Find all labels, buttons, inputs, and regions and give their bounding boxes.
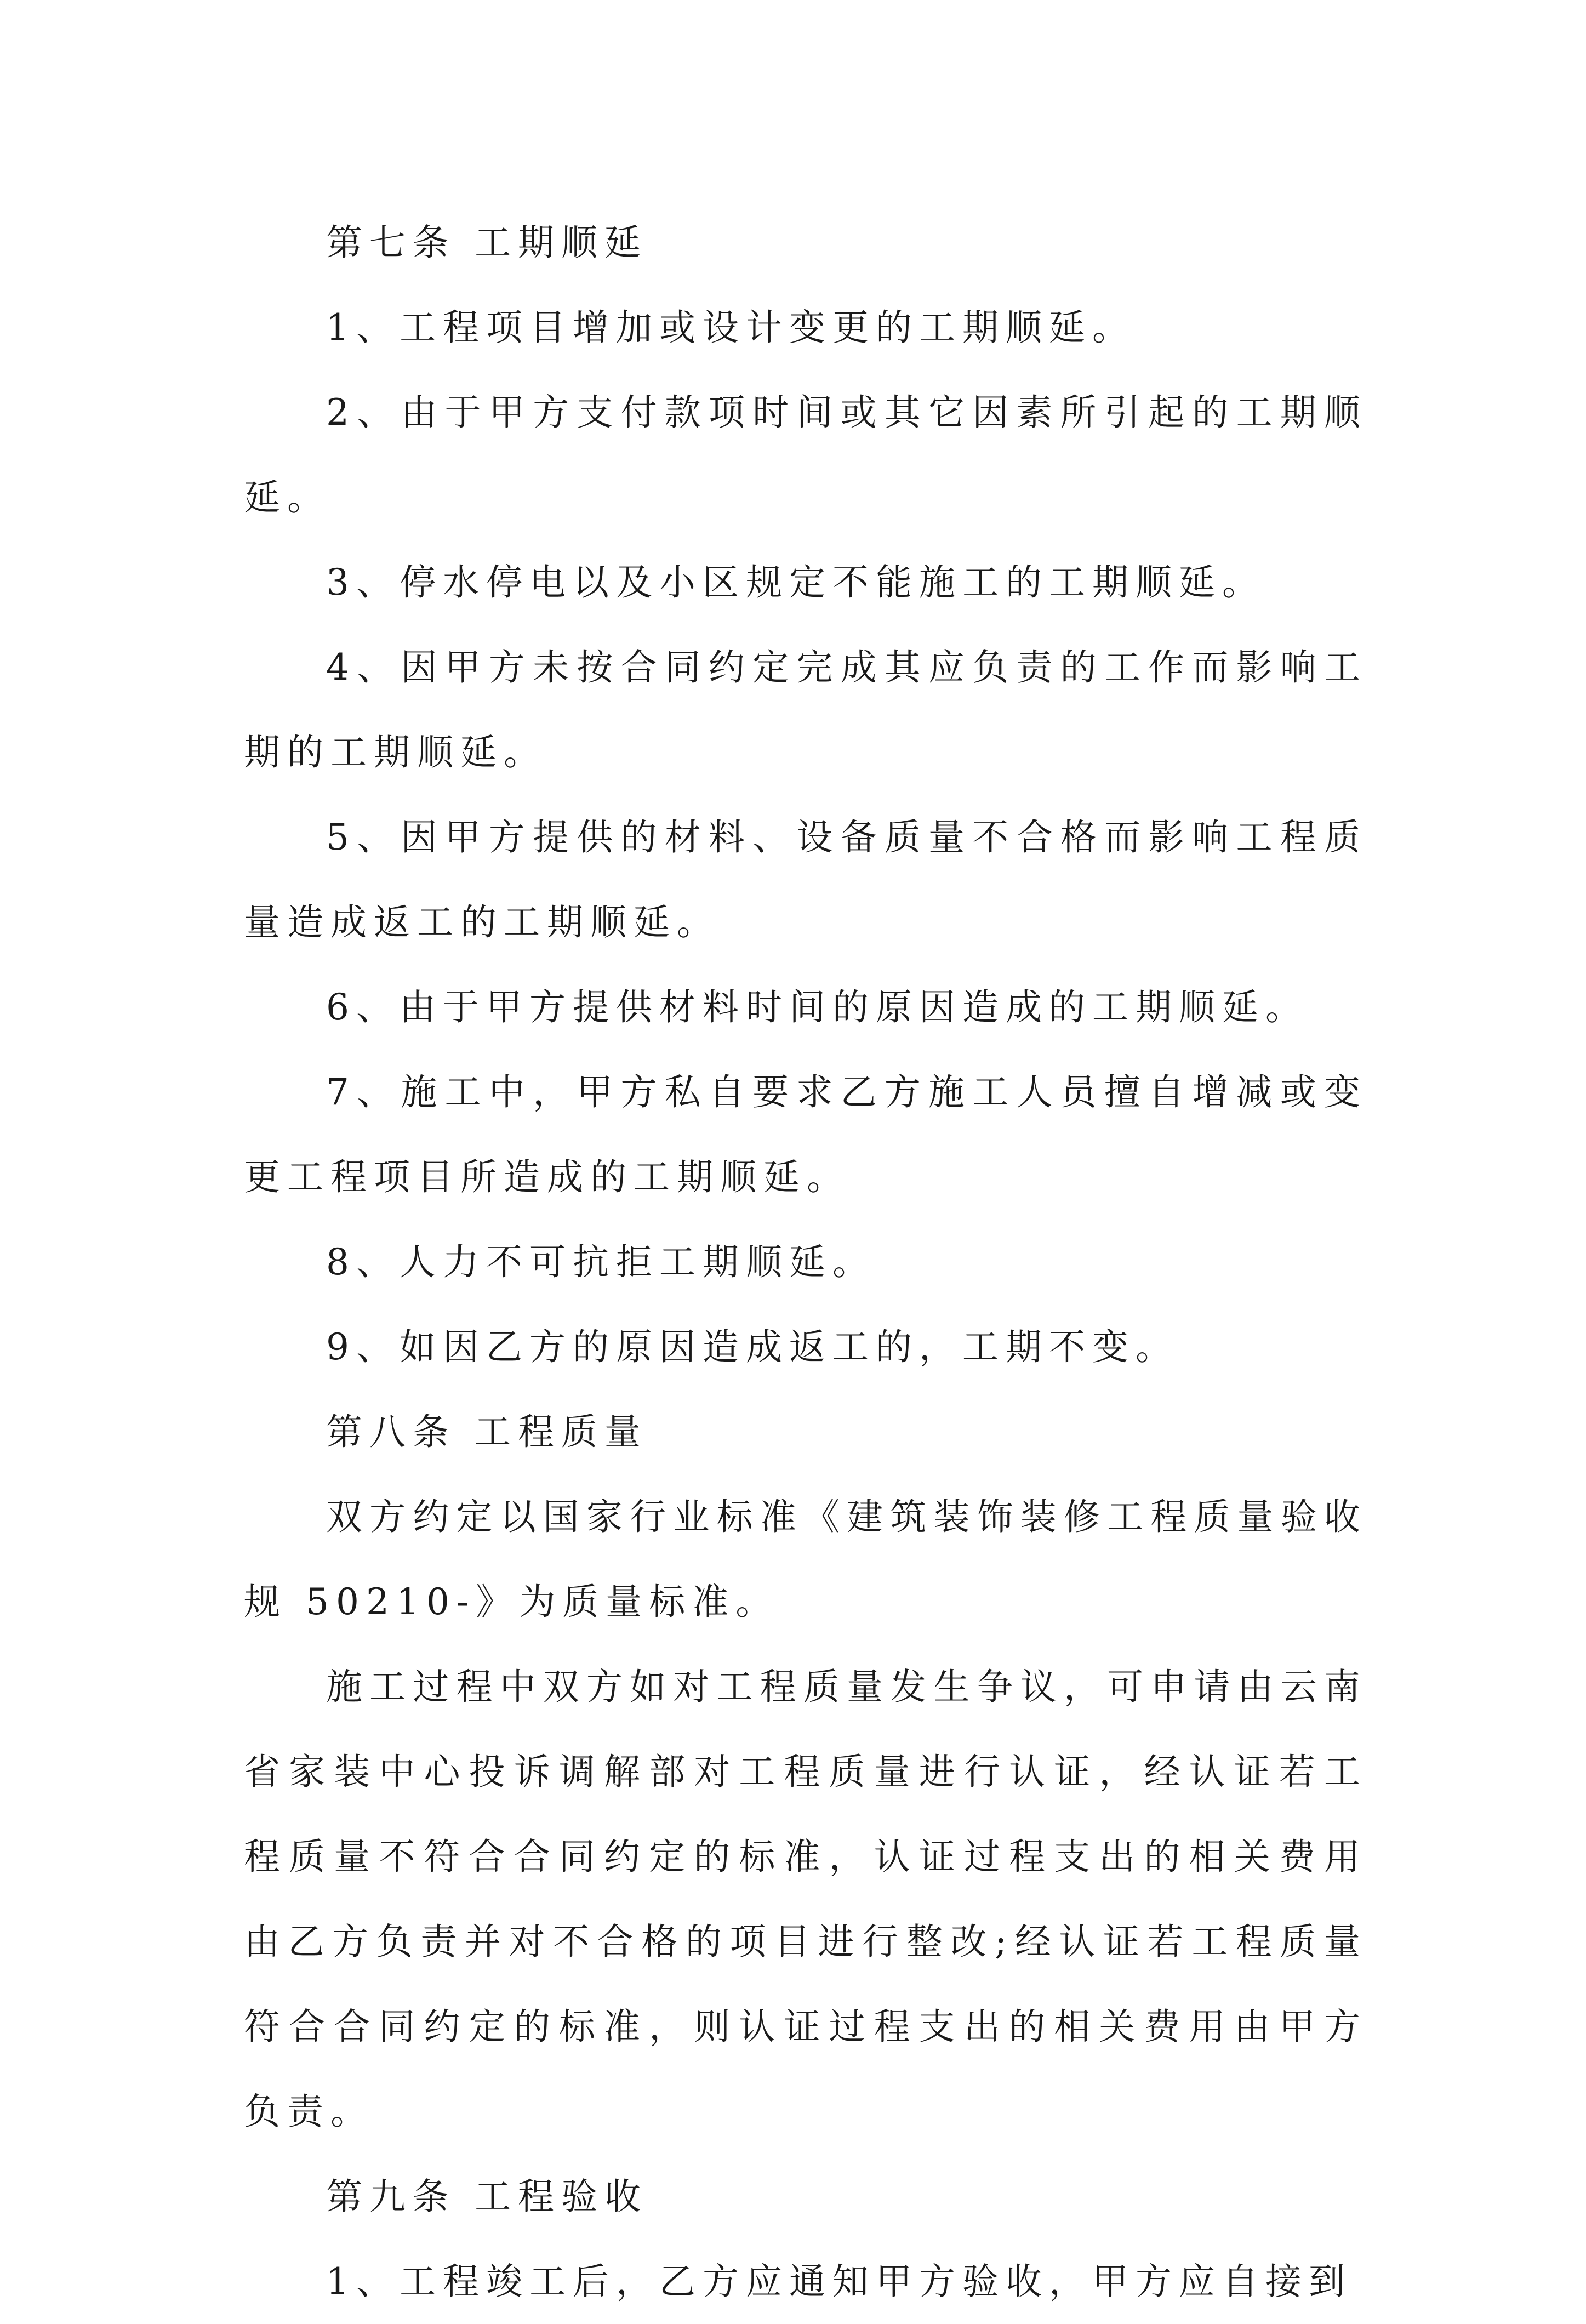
article-8-dispute-paragraph: 施工过程中双方如对工程质量发生争议，可申请由云南省家装中心投诉调解部对工程质量进行认证，经认证若工程质量不符合合同约定的标准，认证过程支出的相关费用由乙方负责并对不合格的项目进行整改;经认证若工程质量符合合同约定的标准，则认证过程支出的相关费用由甲方负责。 [244, 1666, 1367, 2133]
article-8-standard-paragraph: 双方约定以国家行业标准《建筑装饰装修工程质量验收规 50210-》为质量标准。 [244, 1496, 1367, 1623]
article-7-item-1: 1、工程项目增加或设计变更的工期顺延。 [326, 306, 1136, 349]
article-7-item-6: 6、由于甲方提供材料时间的原因造成的工期顺延。 [326, 986, 1309, 1028]
article-9-item-1: 1、工程竣工后，乙方应通知甲方验收，甲方应自接到 [326, 2260, 1352, 2303]
document-body [244, 200, 1367, 2324]
article-7-heading: 第七条 工期顺延 [326, 221, 648, 264]
article-7-item-2: 2、由于甲方支付款项时间或其它因素所引起的工期顺延。 [244, 391, 1367, 519]
article-9-heading: 第九条 工程验收 [326, 2175, 648, 2218]
article-7-item-9: 9、如因乙方的原因造成返工的，工期不变。 [326, 1326, 1179, 1368]
article-7-item-8: 8、人力不可抗拒工期顺延。 [326, 1241, 876, 1283]
article-7-item-5: 5、因甲方提供的材料、设备质量不合格而影响工程质量造成返工的工期顺延。 [244, 816, 1367, 943]
article-7-item-7: 7、施工中，甲方私自要求乙方施工人员擅自增减或变更工程项目所造成的工期顺延。 [244, 1071, 1367, 1198]
article-7-item-4: 4、因甲方未按合同约定完成其应负责的工作而影响工期的工期顺延。 [244, 646, 1367, 773]
article-8-heading: 第八条 工程质量 [326, 1411, 648, 1453]
article-7-item-3: 3、停水停电以及小区规定不能施工的工期顺延。 [326, 561, 1265, 603]
